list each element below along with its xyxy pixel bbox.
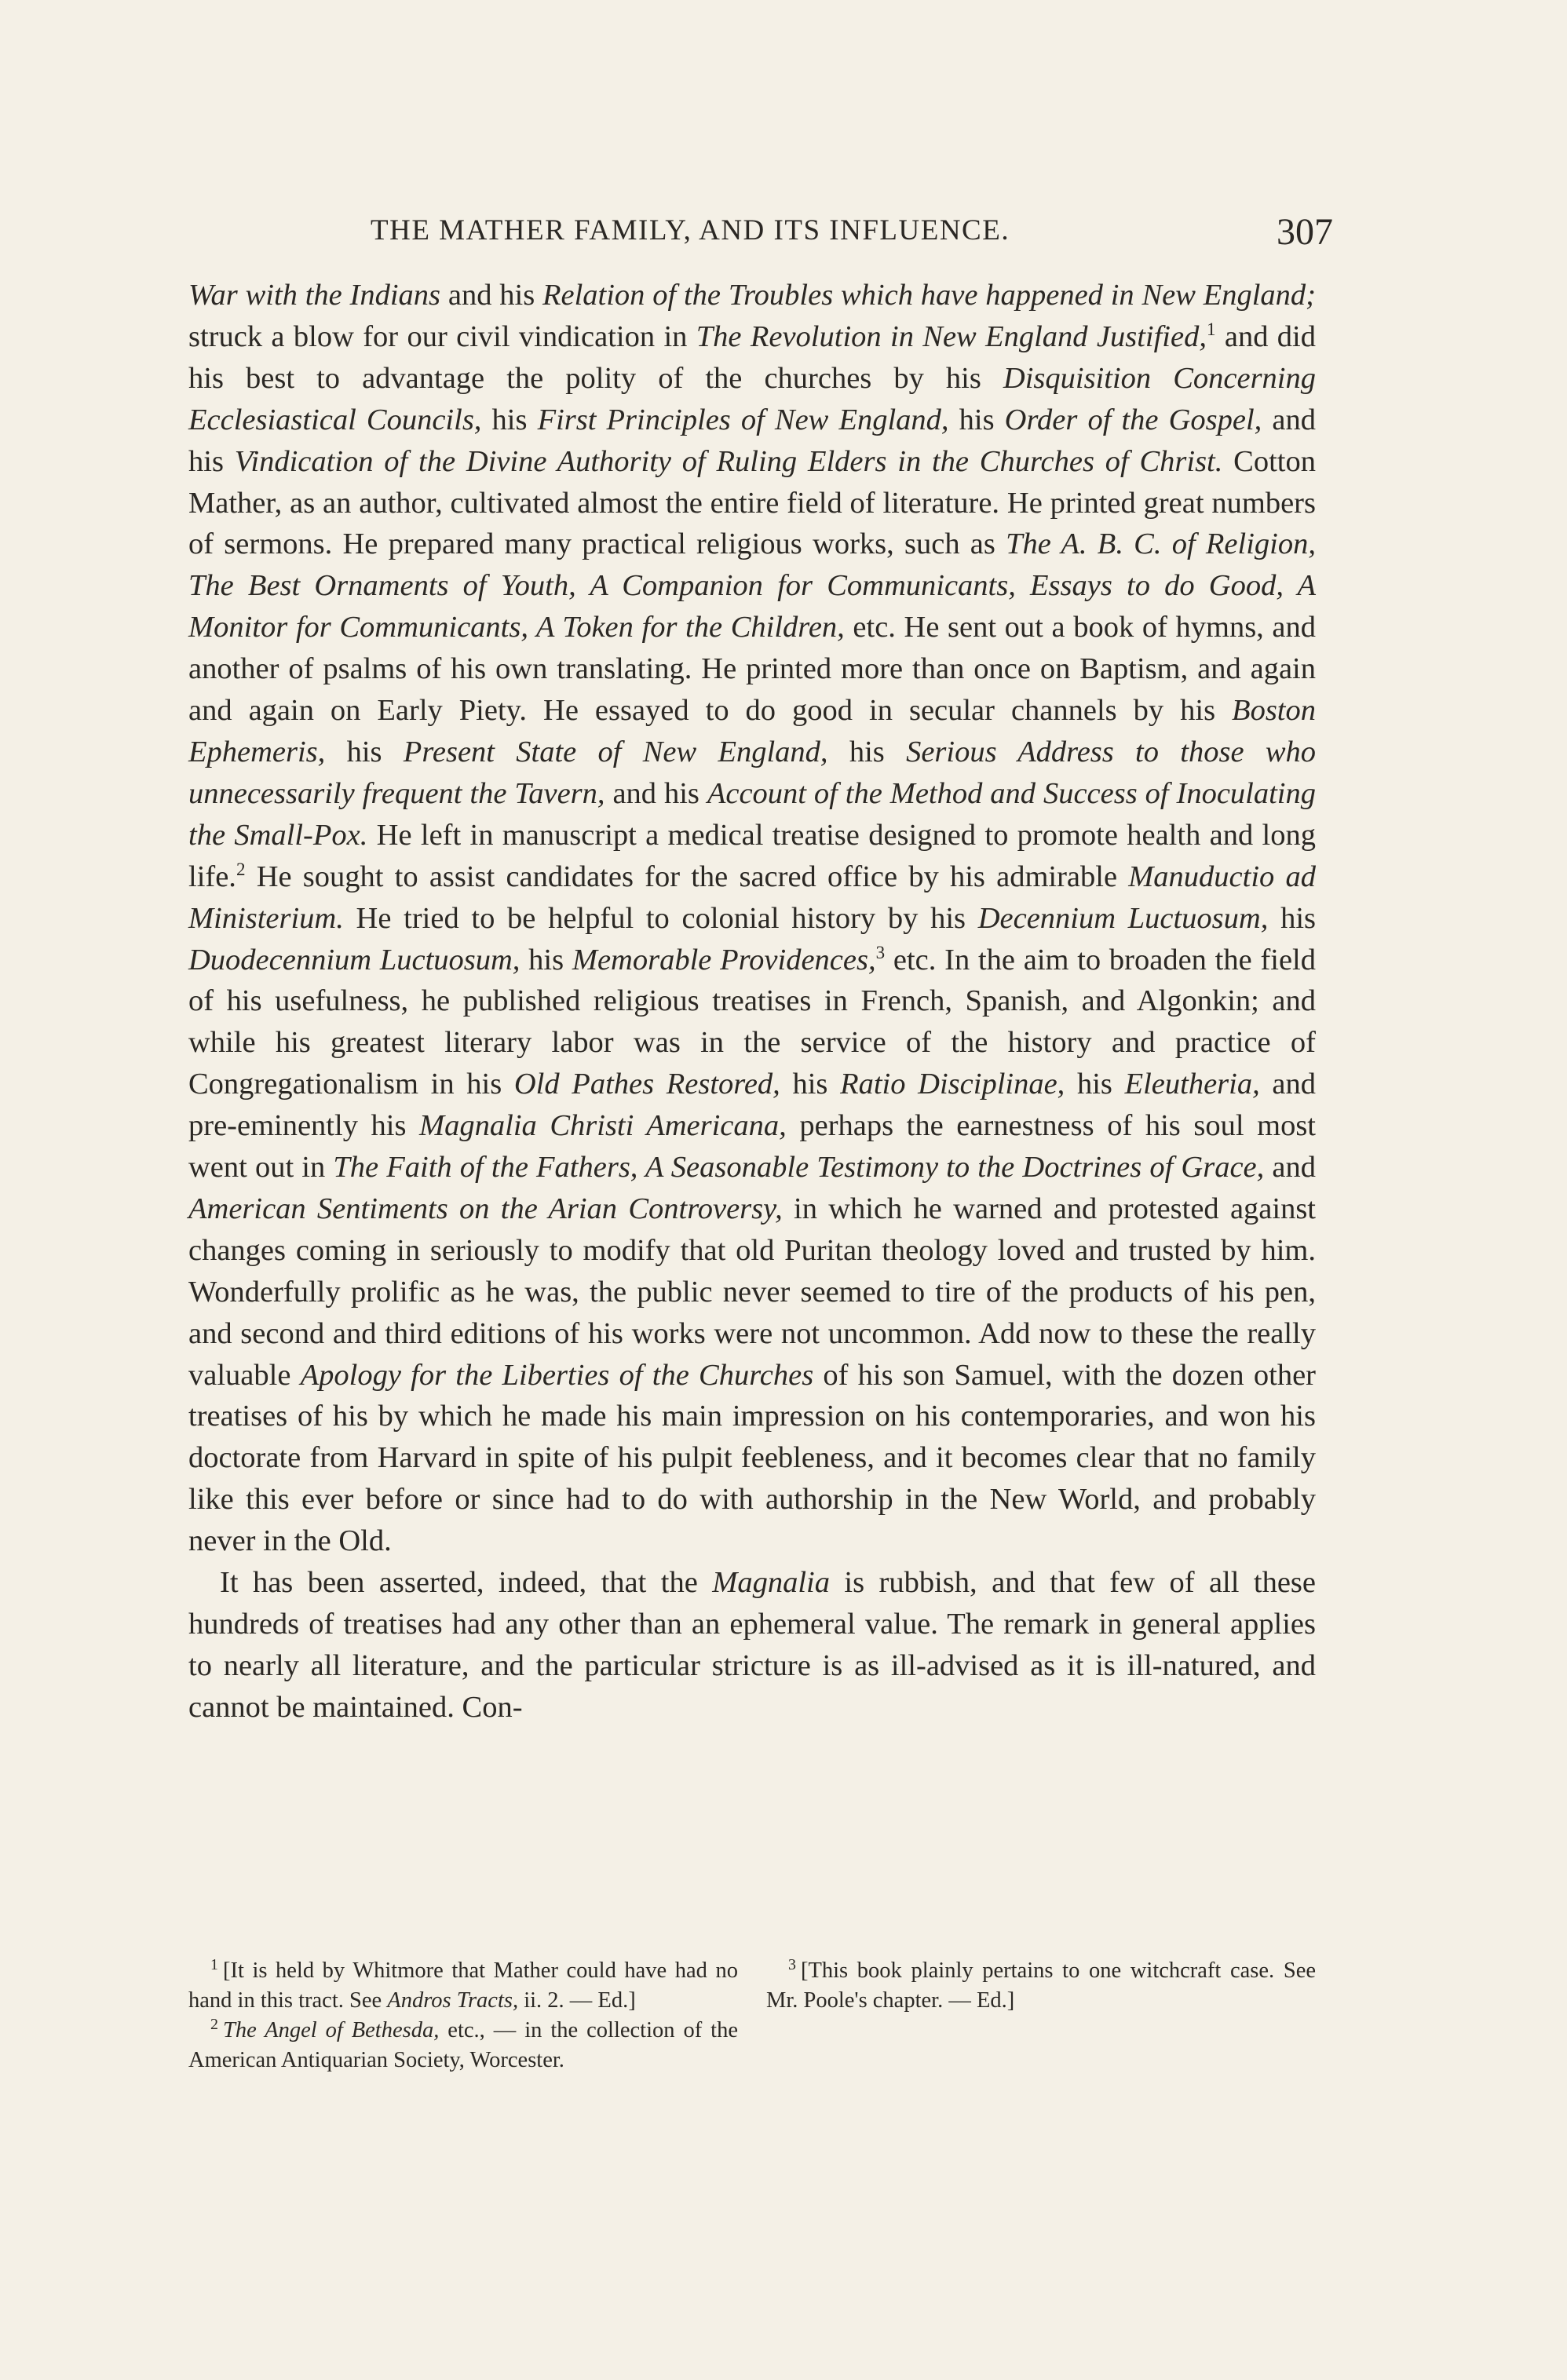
text-run: He sought to assist candidates for the sacred office by his admirable xyxy=(245,860,1129,893)
text-run: and his xyxy=(440,279,542,312)
italic-title: Eleutheria, xyxy=(1124,1068,1260,1101)
footnote-ref-1[interactable]: 1 xyxy=(1206,319,1216,340)
italic-title: Relation of the Troubles which have happened in New England; xyxy=(542,279,1316,312)
footnote-italic: Andros Tracts, xyxy=(387,1988,519,2013)
italic-title: Decennium Luctuosum, xyxy=(977,901,1269,935)
footnote-text: ii. 2. — Ed.] xyxy=(518,1988,636,2013)
text-run: and his xyxy=(605,776,707,810)
text-run: his xyxy=(827,735,907,768)
footnote-italic: The Angel of Bethesda, xyxy=(222,2018,440,2042)
footnote-column-right xyxy=(766,1956,1316,2075)
text-run: etc. In the aim to broaden the field of his usefulness, he published religious treatises in French, Spanish, and Algonkin; and while his greatest literary labor was in the service of the history and practice of Congregationalism in his xyxy=(188,943,1316,1101)
text-run: and his xyxy=(188,403,1316,478)
italic-title: Manuductio ad Ministerium. xyxy=(188,860,1316,935)
footnote-2 xyxy=(188,2016,738,2075)
italic-title: First Principles of New England, xyxy=(537,403,949,436)
footnote-number: 3 xyxy=(788,1955,796,1973)
footnote-column-left xyxy=(188,1956,738,2075)
italic-title: Vindication of the Divine Authority of Ruling Elders in the Churches of Christ. xyxy=(234,444,1223,478)
text-run: his xyxy=(948,403,1005,436)
paragraph-2 xyxy=(188,1562,1316,1728)
text-run: his xyxy=(1268,901,1316,935)
italic-title: The Revolution in New England Justified, xyxy=(696,319,1207,353)
text-run: struck a blow for our civil vindication in xyxy=(188,319,696,353)
footnote-number: 1 xyxy=(210,1955,218,1973)
footnote-1 xyxy=(188,1956,738,2016)
text-run: his xyxy=(780,1068,841,1101)
paragraph-1 xyxy=(188,275,1316,1562)
italic-title: The A. B. C. of Religion, The Best Ornaments of Youth, A Companion for Communicants, Essays to do Good, A Monitor for Communicants, A Token for the Children, xyxy=(188,527,1316,644)
footnote-ref-2[interactable]: 2 xyxy=(236,858,246,879)
italic-title: Serious Address to those who unnecessarily frequent the Tavern, xyxy=(188,735,1317,810)
text-run: his xyxy=(481,403,538,436)
italic-title: Disquisition Concerning Ecclesiastical Councils, xyxy=(188,361,1316,436)
italic-title: Magnalia Christi Americana, xyxy=(419,1109,787,1143)
text-run: perhaps the earnestness of his soul most went out in xyxy=(188,1109,1317,1185)
footnote-text: [This book plainly pertains to one witchcraft case. See Mr. Poole's chapter. — Ed.] xyxy=(766,1958,1316,2013)
running-title: THE MATHER FAMILY, AND ITS INFLUENCE. xyxy=(371,214,1010,246)
italic-title: American Sentiments on the Arian Controversy, xyxy=(188,1192,783,1225)
text-run: and pre-eminently his xyxy=(188,1068,1317,1143)
italic-title: War with the Indians xyxy=(188,279,441,312)
text-run: in which he warned and protested against changes coming in seriously to modify that old Puritan theology loved and trusted by him. Wonderfully prolific as he was, the public never seemed to tire of the products of his pen, and second and third editions of his works were not uncommon. Add now to these the really valuable xyxy=(188,1192,1316,1392)
footnote-number: 2 xyxy=(210,2015,218,2033)
page-number: 307 xyxy=(1277,211,1333,253)
italic-title: Old Pathes Restored, xyxy=(513,1068,780,1101)
italic-title: Apology for the Liberties of the Churches xyxy=(300,1358,814,1392)
italic-title: Present State of New England, xyxy=(403,735,828,768)
footnote-ref-3[interactable]: 3 xyxy=(875,941,886,962)
text-run: his xyxy=(325,735,404,768)
italic-title: Magnalia xyxy=(712,1566,830,1600)
footnote-3 xyxy=(766,1956,1316,2016)
text-run: He tried to be helpful to colonial history by his xyxy=(343,901,978,935)
text-run: It has been asserted, indeed, that the xyxy=(220,1566,713,1600)
italic-title: Account of the Method and Success of Inoculating the Small-Pox. xyxy=(188,776,1316,852)
footnote-text: etc., — in the collection of the American Antiquarian Society, Worcester. xyxy=(188,2018,738,2072)
text-run: is rubbish, and that few of all these hundreds of treatises had any other than an ephemeral value. The remark in general applies to nearly all literature, and the particular stricture is as ill-advised as it is ill-natured, and cannot be maintained. Con- xyxy=(188,1566,1316,1724)
text-run: his xyxy=(1065,1068,1125,1101)
italic-title: Order of the Gospel, xyxy=(1004,403,1262,436)
italic-title: The Faith of the Fathers, A Seasonable Testimony to the Doctrines of Grace, xyxy=(333,1151,1265,1185)
text-run: of his son Samuel, with the dozen other treatises of his by which he made his main impression on his contemporaries, and won his doctorate from Harvard in spite of his pulpit feebleness, and it becomes clear that no family like this ever before or since had to do with authorship in the New World, and probably never in the Old. xyxy=(188,1358,1316,1558)
text-run: his xyxy=(520,943,572,976)
footnote-text: [It is held by Whitmore that Mather could have had no hand in this tract. See xyxy=(188,1958,738,2013)
text-run: He left in manuscript a medical treatise designed to promote health and long life. xyxy=(188,818,1316,893)
italic-title: Memorable Providences, xyxy=(572,943,876,976)
text-run: Cotton Mather, as an author, cultivated almost the entire field of literature. He printed great numbers of sermons. He prepared many practical religious works, such as xyxy=(188,444,1316,561)
italic-title: Ratio Disciplinae, xyxy=(840,1068,1065,1101)
italic-title: Boston Ephemeris, xyxy=(188,694,1316,768)
footnotes xyxy=(188,1956,1316,2075)
text-run: and did his best to advantage the polity of the churches by his xyxy=(188,319,1316,395)
text-run: etc. He sent out a book of hymns, and another of psalms of his own translating. He printed more than once on Baptism, and again and again on Early Piety. He essayed to do good in secular channels by his xyxy=(188,611,1317,728)
text-run: and xyxy=(1264,1151,1316,1185)
main-text xyxy=(188,275,1316,1728)
italic-title: Duodecennium Luctuosum, xyxy=(188,943,521,976)
